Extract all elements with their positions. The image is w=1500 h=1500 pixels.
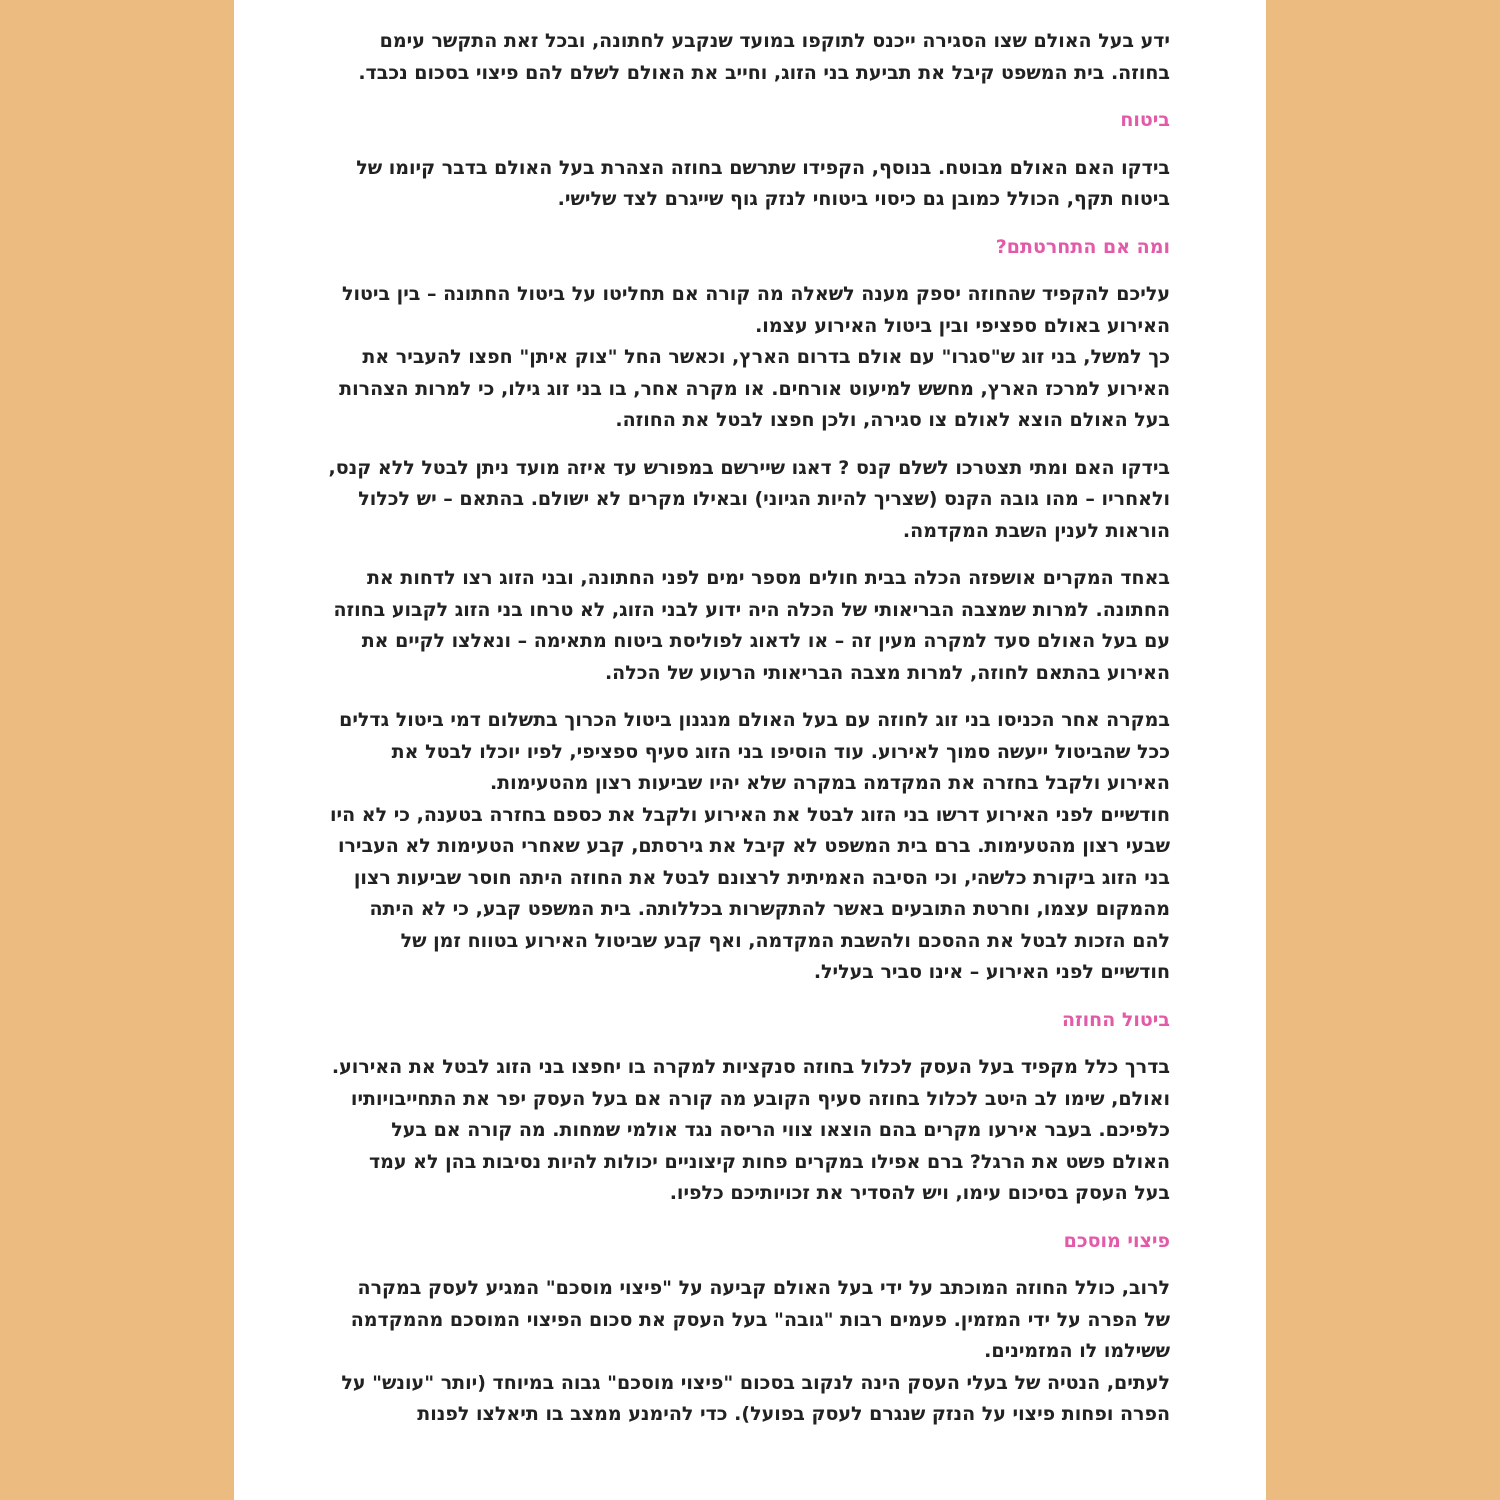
paragraph: בדרך כלל מקפיד בעל העסק לכלול בחוזה סנקציות למקרה בו יחפצו בני הזוג לבטל את האירוע. ואולם, שימו לב היטב לכלול בחוזה סעיף הקובע מה קורה אם בעל העסק יפר את התחייבויותיו כלפיכם. בעבר אירעו מקרים בהם הוצאו צווי הריסה נגד אולמי שמחות. מה קורה אם בעל האולם פשט את הרגל? ברם אפילו במקרים פחות קיצוניים יכולות להיות נסיבות בהן לא עמד בעל העסק בסיכום עימו, ויש להסדיר את זכויותיכם כלפיו. [331, 1056, 1170, 1204]
paragraph: באחד המקרים אושפזה הכלה בבית חולים מספר ימים לפני החתונה, ובני הזוג רצו לדחות את החתונה. למרות שמצבה הבריאותי של הכלה היה ידוע לבני הזוג, לא טרחו בני הזוג לקבוע בחוזה עם בעל האולם סעד למקרה מעין זה – או לדאוג לפוליסת ביטוח מתאימה – ונאלצו לקיים את האירוע בהתאם לחוזה, למרות מצבה הבריאותי הרעוע של הכלה. [333, 567, 1170, 684]
section-heading-agreed-compensation: פיצוי מוסכם [1063, 1229, 1170, 1252]
paragraph: בידקו האם האולם מבוטח. בנוסף, הקפידו שתרשם בחוזה הצהרת בעל האולם בדבר קיומו של ביטוח תקף, הכולל כמובן גם כיסוי ביטוחי לנזק גוף שייגרם לצד שלישי. [356, 156, 1170, 210]
paragraph: כך למשל, בני זוג ש"סגרו" עם אולם בדרום הארץ, וכאשר החל "צוק איתן" חפצו להעביר את האירוע למרכז הארץ, מחשש למיעוט אורחים. או מקרה אחר, בו בני זוג גילו, כי למרות הצהרות בעל האולם הוצא לאולם צו סגירה, ולכן חפצו לבטל את החוזה. [339, 346, 1170, 431]
document-page [234, 0, 1266, 1500]
section-heading-contract-cancellation: ביטול החוזה [1061, 1008, 1170, 1031]
paragraph: לרוב, כולל החוזה המוכתב על ידי בעל האולם קביעה על "פיצוי מוסכם" המגיע לעסק במקרה של הפרה על ידי המזמין. פעמים רבות "גובה" בעל העסק את סכום הפיצוי המוסכם מהמקדמה ששילמו לו המזמינים. [350, 1277, 1170, 1362]
paragraph: לעתים, הנטיה של בעלי העסק הינה לנקוב בסכום "פיצוי מוסכם" גבוה במיוחד (יותר "עונש" על הפרה ופחות פיצוי על הנזק שנגרם לעסק בפועל). כדי להימנע ממצב בו תיאלצו לפנות [341, 1371, 1170, 1425]
paragraph: במקרה אחר הכניסו בני זוג לחוזה עם בעל האולם מנגנון ביטול הכרוך בתשלום דמי ביטול גדלים ככל שהביטול ייעשה סמוך לאירוע. עוד הוסיפו בני הזוג סעיף ספציפי, לפיו יוכלו לבטל את האירוע ולקבל בחזרה את המקדמה במקרה שלא יהיו שביעות רצון מהטעימות. [339, 709, 1170, 794]
paragraph: ידע בעל האולם שצו הסגירה ייכנס לתוקפו במועד שנקבע לחתונה, ובכל זאת התקשר עימם בחוזה. בית המשפט קיבל את תביעת בני הזוג, וחייב את האולם לשלם להם פיצוי בסכום נכבד. [358, 30, 1170, 84]
page-content [328, 26, 1170, 1447]
paragraph: חודשיים לפני האירוע דרשו בני הזוג לבטל את האירוע ולקבל את כספם בחזרה בטענה, כי לא היו שבעי רצון מהטעימות. ברם בית המשפט לא קיבל את גירסתם, קבע שאחרי הטעימות לא העבירו בני הזוג ביקורת כלשהי, וכי הסיבה האמיתית לרצונם לבטל את החוזה היתה חוסר שביעות רצון מהמקום עצמו, וחרטת התובעים באשר להתקשרות בכללותה. בית המשפט קבע, כי לא היתה להם הזכות לבטל את ההסכם ולהשבת המקדמה, ואף קבע שביטול האירוע בטווח זמן של חודשיים לפני האירוע – אינו סביר בעליל. [329, 803, 1170, 983]
paragraph: בידקו האם ומתי תצטרכו לשלם קנס ? דאגו שיירשם במפורש עד איזה מועד ניתן לבטל ללא קנס, ולאחריו – מהו גובה הקנס (שצריך להיות הגיוני) ובאילו מקרים לא ישולם. בהתאם – יש לכלול הוראות לענין השבת המקדמה. [328, 456, 1170, 542]
section-heading-insurance: ביטוח [1120, 109, 1170, 131]
paragraph: עליכם להקפיד שהחוזה יספק מענה לשאלה מה קורה אם תחליטו על ביטול החתונה – בין ביטול האירוע באולם ספציפי ובין ביטול האירוע עצמו. [341, 283, 1170, 337]
section-heading-regret: ומה אם התחרטתם? [995, 235, 1170, 258]
